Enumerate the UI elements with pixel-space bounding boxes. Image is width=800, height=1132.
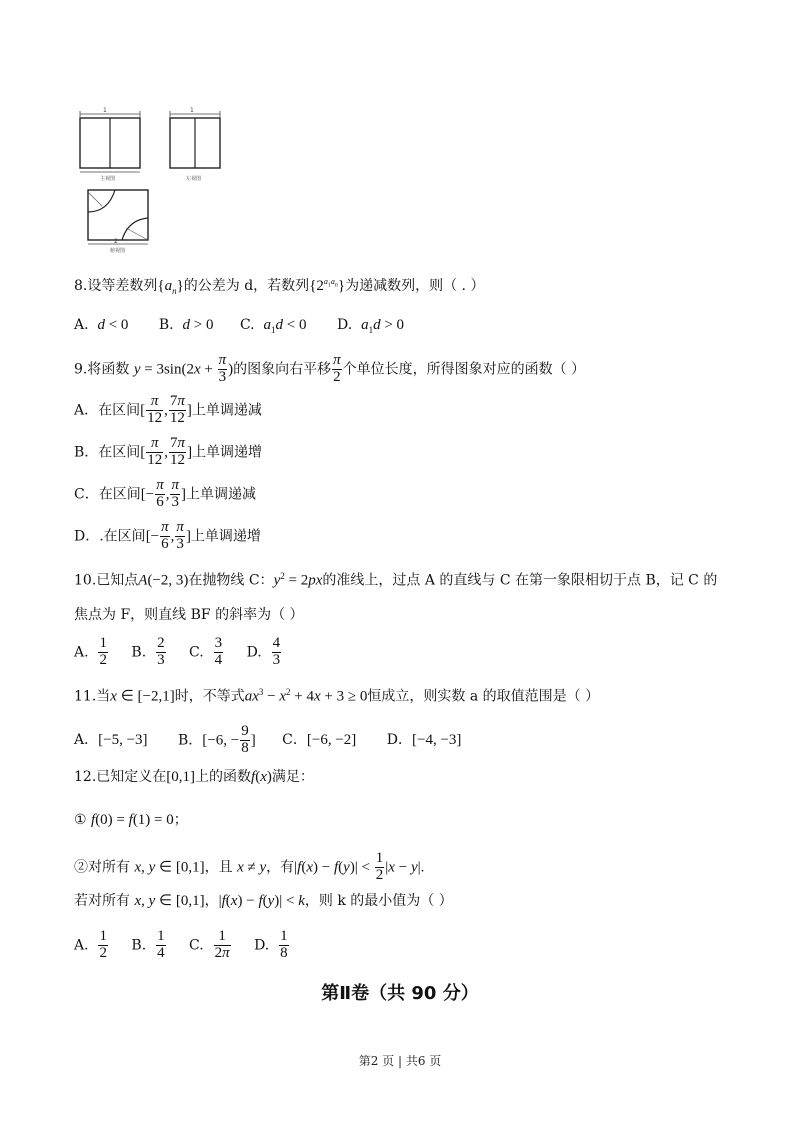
q8-option-d-label: D.	[336, 317, 353, 333]
q12-options	[74, 929, 290, 962]
q11-stem: 11.当x ∈ [−2,1]时，不等式$ax^3 - x^2 + 4x + 3 \ge 0$恒成立，则实数 a 的取值范围是（ ）	[74, 687, 600, 705]
top-view	[88, 190, 148, 254]
q12-text-a: 12.已知定义在	[74, 769, 167, 785]
q9-option-c-label: C．在区间	[74, 486, 141, 503]
q10-option-d-label: D.	[246, 644, 262, 661]
q8-stem	[74, 278, 484, 296]
q8-text-c: 为递减数列，则（ . ）	[345, 278, 485, 294]
q11-option-b-label: B．	[178, 732, 203, 749]
q10-option-d[interactable]: D. $\frac{4}{3}$	[246, 635, 281, 668]
q12-option-a-label: A.	[74, 937, 89, 954]
q11-option-b[interactable]: B．[−6, − $\frac{9}{8}$ ]	[178, 723, 256, 756]
q10-text-a: 10.已知点	[74, 572, 139, 589]
side-view-label: 左视图	[186, 176, 202, 182]
q8-text-b: 的公差为 d，若数列	[183, 278, 310, 294]
q8-option-b[interactable]: B. d > 0	[158, 317, 214, 333]
q10-stem-line1: 10.已知点A(−2, 3)在抛物线 C：$y^2 = 2px$的准线上，过点 A 的直线与 C 在第一象限相切于点 B，记 C 的	[74, 571, 718, 589]
q12-cond2-text-c: ，有	[266, 859, 295, 876]
q12-question: 若对所有 x, y ∈ [0,1]，|f(x) − f(y)| < k，则 k 的最小值为（ ）	[74, 893, 453, 909]
q12-option-c[interactable]: C. $\frac{1}{2\pi}$	[189, 928, 230, 961]
q12-option-d-label: D.	[254, 937, 270, 954]
q8-option-b-label: B.	[158, 317, 174, 333]
q11-text-b: 时，不等式	[174, 688, 245, 705]
q10-option-c[interactable]: C. $\frac{3}{4}$	[189, 635, 223, 668]
q9-option-a[interactable]: A．在区间[ $\frac{\pi}{12}$ , $\frac{7\pi}{12}$ ]上单调递减	[74, 393, 262, 426]
q10-text-line2: 焦点为 F，则直线 BF 的斜率为（ ）	[74, 607, 304, 623]
q12-option-b[interactable]: B. $\frac{1}{4}$	[131, 928, 165, 961]
three-view-figure	[70, 100, 250, 260]
page-footer: 第2 页 | 共6 页	[358, 1054, 442, 1068]
q11-text-a: 11.当	[74, 688, 111, 705]
q11-option-d[interactable]: D．[−4, −3]	[386, 732, 462, 749]
q12-option-d[interactable]: D. $\frac{1}{8}$	[254, 928, 288, 961]
q9-option-c-text: 上单调递减	[185, 486, 256, 503]
q8-options	[74, 318, 404, 335]
q8-option-a[interactable]: A. d < 0	[74, 317, 129, 333]
three-view-drawing	[70, 100, 250, 260]
q12-option-c-label: C.	[189, 937, 204, 954]
q9-option-b-text: 上单调递增	[192, 444, 263, 461]
q11-option-c[interactable]: C．[−6, −2]	[282, 732, 357, 749]
top-dim-label: 2	[114, 238, 118, 245]
q8-option-d[interactable]: D. $a_1d > 0$	[336, 317, 405, 335]
q11-option-d-label: D．	[386, 732, 412, 749]
q11-option-a-label: A．	[74, 732, 99, 749]
front-dim-label: 1	[103, 107, 107, 114]
front-view-label: 主视图	[100, 176, 116, 182]
q9-text-c: 个单位长度，所得图象对应的函数（ ）	[342, 361, 586, 378]
q9-option-c[interactable]: C．在区间[− $\frac{\pi}{6}$ , $\frac{\pi}{3}$ ]上单调递减	[74, 477, 256, 510]
q12-text-b: 上的函数	[195, 769, 252, 785]
q9-function: y	[133, 361, 141, 378]
top-view-label: 俯视图	[110, 248, 126, 254]
q12-text-c: 满足：	[271, 769, 314, 785]
q12-cond2-text-b: ，且	[204, 859, 233, 876]
q9-option-d-label: D．.在区间	[74, 528, 146, 545]
q9-option-a-label: A．在区间	[74, 402, 141, 419]
q12-cond1-mark: ①	[74, 812, 87, 828]
q8-text-a: 8.设等差数列	[74, 278, 158, 294]
q12-last-text-c: ，则 k 的最小值为（ ）	[304, 893, 453, 909]
q10-option-c-label: C.	[189, 644, 204, 661]
q12-stem: 12.已知定义在[0,1]上的函数f(x)满足：	[74, 769, 314, 785]
q11-option-a[interactable]: A．[−5, −3]	[74, 732, 148, 749]
q12-option-b-label: B.	[131, 937, 147, 954]
side-dim-label: 1	[190, 107, 194, 114]
section-title: 第Ⅱ卷（共 90 分）	[321, 983, 479, 1004]
q11-text-c: 恒成立，则实数 a 的取值范围是（ ）	[367, 688, 600, 705]
q10-option-b[interactable]: B. $\frac{2}{3}$	[131, 635, 165, 668]
q12-condition-2: ②对所有 x, y ∈ [0,1]，且 x ≠ y，有|f(x) − f(y)| < $\frac{1}{2}$ |x − y|.	[74, 850, 425, 883]
q10-text-c: 的准线上，过点 A 的直线与 C 在第一象限相切于点 B，记 C 的	[322, 572, 718, 589]
q10-option-a[interactable]: A. $\frac{1}{2}$	[74, 635, 107, 668]
q8-option-a-label: A.	[74, 317, 89, 333]
q9-option-a-text: 上单调递减	[191, 402, 262, 419]
q9-text-a: 9.将函数	[74, 361, 130, 378]
q10-stem-line2	[74, 608, 304, 622]
q9-text-b: 的图象向右平移	[233, 361, 332, 378]
q12-option-a[interactable]: A. $\frac{1}{2}$	[74, 928, 107, 961]
q10-option-a-label: A.	[74, 644, 89, 661]
q10-text-b: 在抛物线 C：	[188, 572, 274, 589]
q11-options	[74, 724, 461, 757]
front-view	[80, 107, 140, 182]
q9-option-b-label: B．在区间	[74, 444, 141, 461]
q9-option-b[interactable]: B．在区间[ $\frac{\pi}{12}$ , $\frac{7\pi}{12}$ ]上单调递增	[74, 435, 263, 468]
q12-cond2-text-a: ②对所有	[74, 859, 130, 876]
q11-option-c-label: C．	[282, 732, 307, 749]
q8-seq-2: $\{2^{a_1a_n}\}$	[309, 277, 346, 294]
q8-seq-an: $\{a_n\}$	[157, 278, 184, 296]
q10-option-b-label: B.	[131, 644, 147, 661]
side-view	[170, 107, 220, 182]
q9-option-d-text: 上单调递增	[190, 528, 261, 545]
q9-stem: 9.将函数 y = 3sin(2x + $\frac{\pi}{3}$ )的图象向右平移 $\frac{\pi}{2}$ 个单位长度，所得图象对应的函数（ ）	[74, 352, 586, 385]
q12-last-text-b: ，	[204, 893, 219, 909]
q8-option-c-label: C.	[239, 317, 255, 333]
q10-options	[74, 636, 282, 669]
q9-option-d[interactable]: D．.在区间[− $\frac{\pi}{6}$ , $\frac{\pi}{3}$ ]上单调递增	[74, 519, 261, 552]
q12-condition-1: ① f(0) = f(1) = 0；	[74, 812, 188, 828]
q12-last-text-a: 若对所有	[74, 893, 130, 909]
q8-option-c[interactable]: C. $a_1d < 0$	[239, 317, 307, 335]
